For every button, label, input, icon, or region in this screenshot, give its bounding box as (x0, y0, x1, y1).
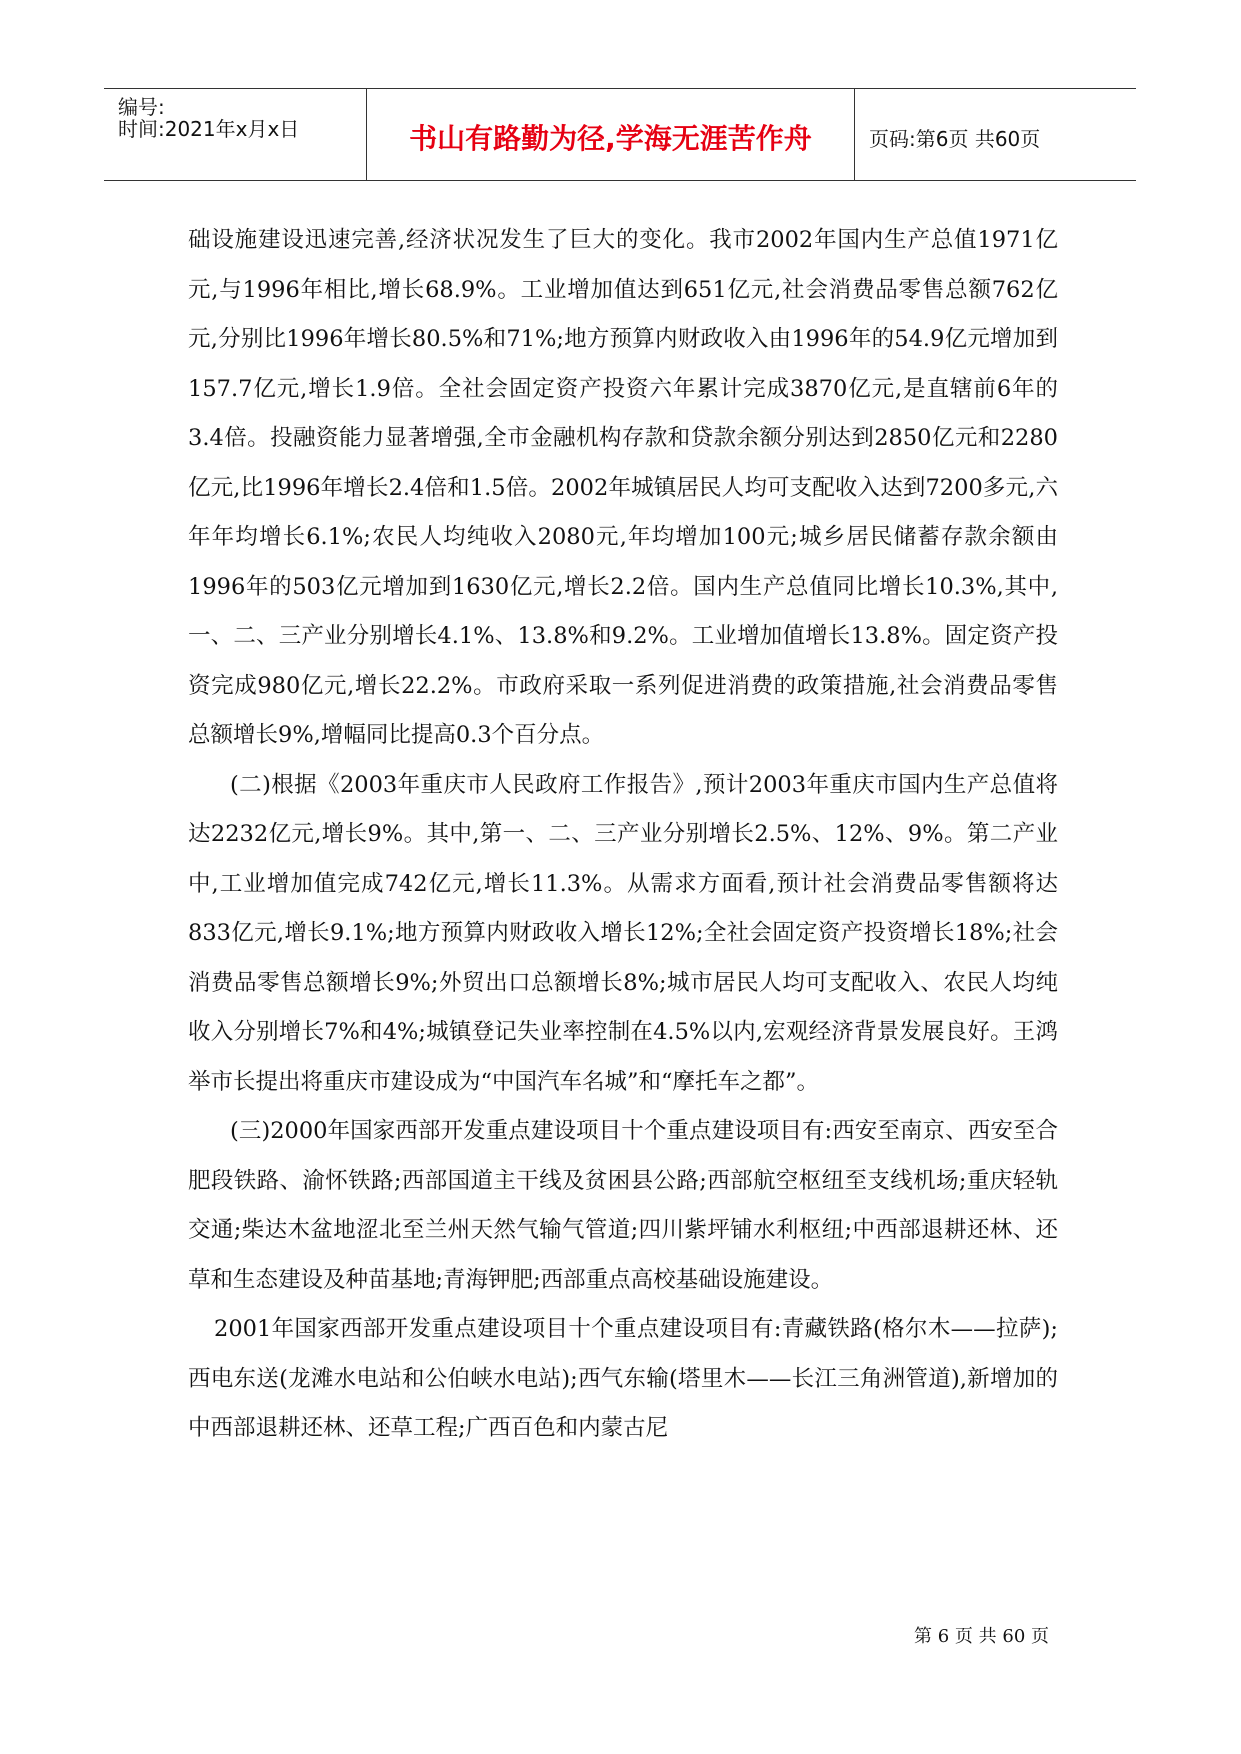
document-number-label: 编号: (118, 95, 165, 119)
document-time-label: 时间:2021年x月x日 (118, 117, 300, 141)
page-footer-number: 第 6 页 共 60 页 (914, 1626, 1049, 1647)
body-paragraph: 2001年国家西部开发重点建设项目十个重点建设项目有:青藏铁路(格尔木——拉萨);西电东送(龙滩水电站和公伯峡水电站);西气东输(塔里木——长江三角洲管道),新增加的中西部退耕还林、还草工程;广西百色和内蒙古尼 (188, 1316, 1058, 1441)
header-info-cell (104, 89, 367, 180)
header-motto-cell (367, 89, 855, 180)
body-paragraph: (二)根据《2003年重庆市人民政府工作报告》,预计2003年重庆市国内生产总值将达2232亿元,增长9%。其中,第一、二、三产业分别增长2.5%、12%、9%。第二产业中,工业增加值完成742亿元,增长11.3%。从需求方面看,预计社会消费品零售额将达833亿元,增长9.1%;地方预算内财政收入增长12%;全社会固定资产投资增长18%;社会消费品零售总额增长9%;外贸出口总额增长8%;城市居民人均可支配收入、农民人均纯收入分别增长7%和4%;城镇登记失业率控制在4.5%以内,宏观经济背景发展良好。王鸿举市长提出将重庆市建设成为“中国汽车名城”和“摩托车之都”。 (188, 771, 1058, 1095)
header-page-cell (855, 89, 1136, 180)
header-page-code: 页码:第6页 共60页 (869, 127, 1041, 151)
body-paragraph: 础设施建设迅速完善,经济状况发生了巨大的变化。我市2002年国内生产总值1971亿元,与1996年相比,增长68.9%。工业增加值达到651亿元,社会消费品零售总额762亿元,分别比1996年增长80.5%和71%;地方预算内财政收入由1996年的54.9亿元增加到157.7亿元,增长1.9倍。全社会固定资产投资六年累计完成3870亿元,是直辖前6年的3.4倍。投融资能力显著增强,全市金融机构存款和贷款余额分别达到2850亿元和2280亿元,比1996年增长2.4倍和1.5倍。2002年城镇居民人均可支配收入达到7200多元,六年年均增长6.1%;农民人均纯收入2080元,年均增加100元;城乡居民储蓄存款余额由1996年的503亿元增加到1630亿元,增长2.2倍。国内生产总值同比增长10.3%,其中,一、二、三产业分别增长4.1%、13.8%和9.2%。工业增加值增长13.8%。固定资产投资完成980亿元,增长22.2%。市政府采取一系列促进消费的政策措施,社会消费品零售总额增长9%,增幅同比提高0.3个百分点。 (188, 227, 1058, 748)
page-header (104, 88, 1136, 181)
body-paragraph: (三)2000年国家西部开发重点建设项目十个重点建设项目有:西安至南京、西安至合肥段铁路、渝怀铁路;西部国道主干线及贫困县公路;西部航空枢纽至支线机场;重庆轻轨交通;柴达木盆地涩北至兰州天然气输气管道;四川紫坪铺水利枢纽;中西部退耕还林、还草和生态建设及种苗基地;青海钾肥;西部重点高校基础设施建设。 (188, 1118, 1058, 1293)
header-motto: 书山有路勤为径,学海无涯苦作舟 (409, 122, 812, 155)
document-body (188, 216, 1058, 1454)
